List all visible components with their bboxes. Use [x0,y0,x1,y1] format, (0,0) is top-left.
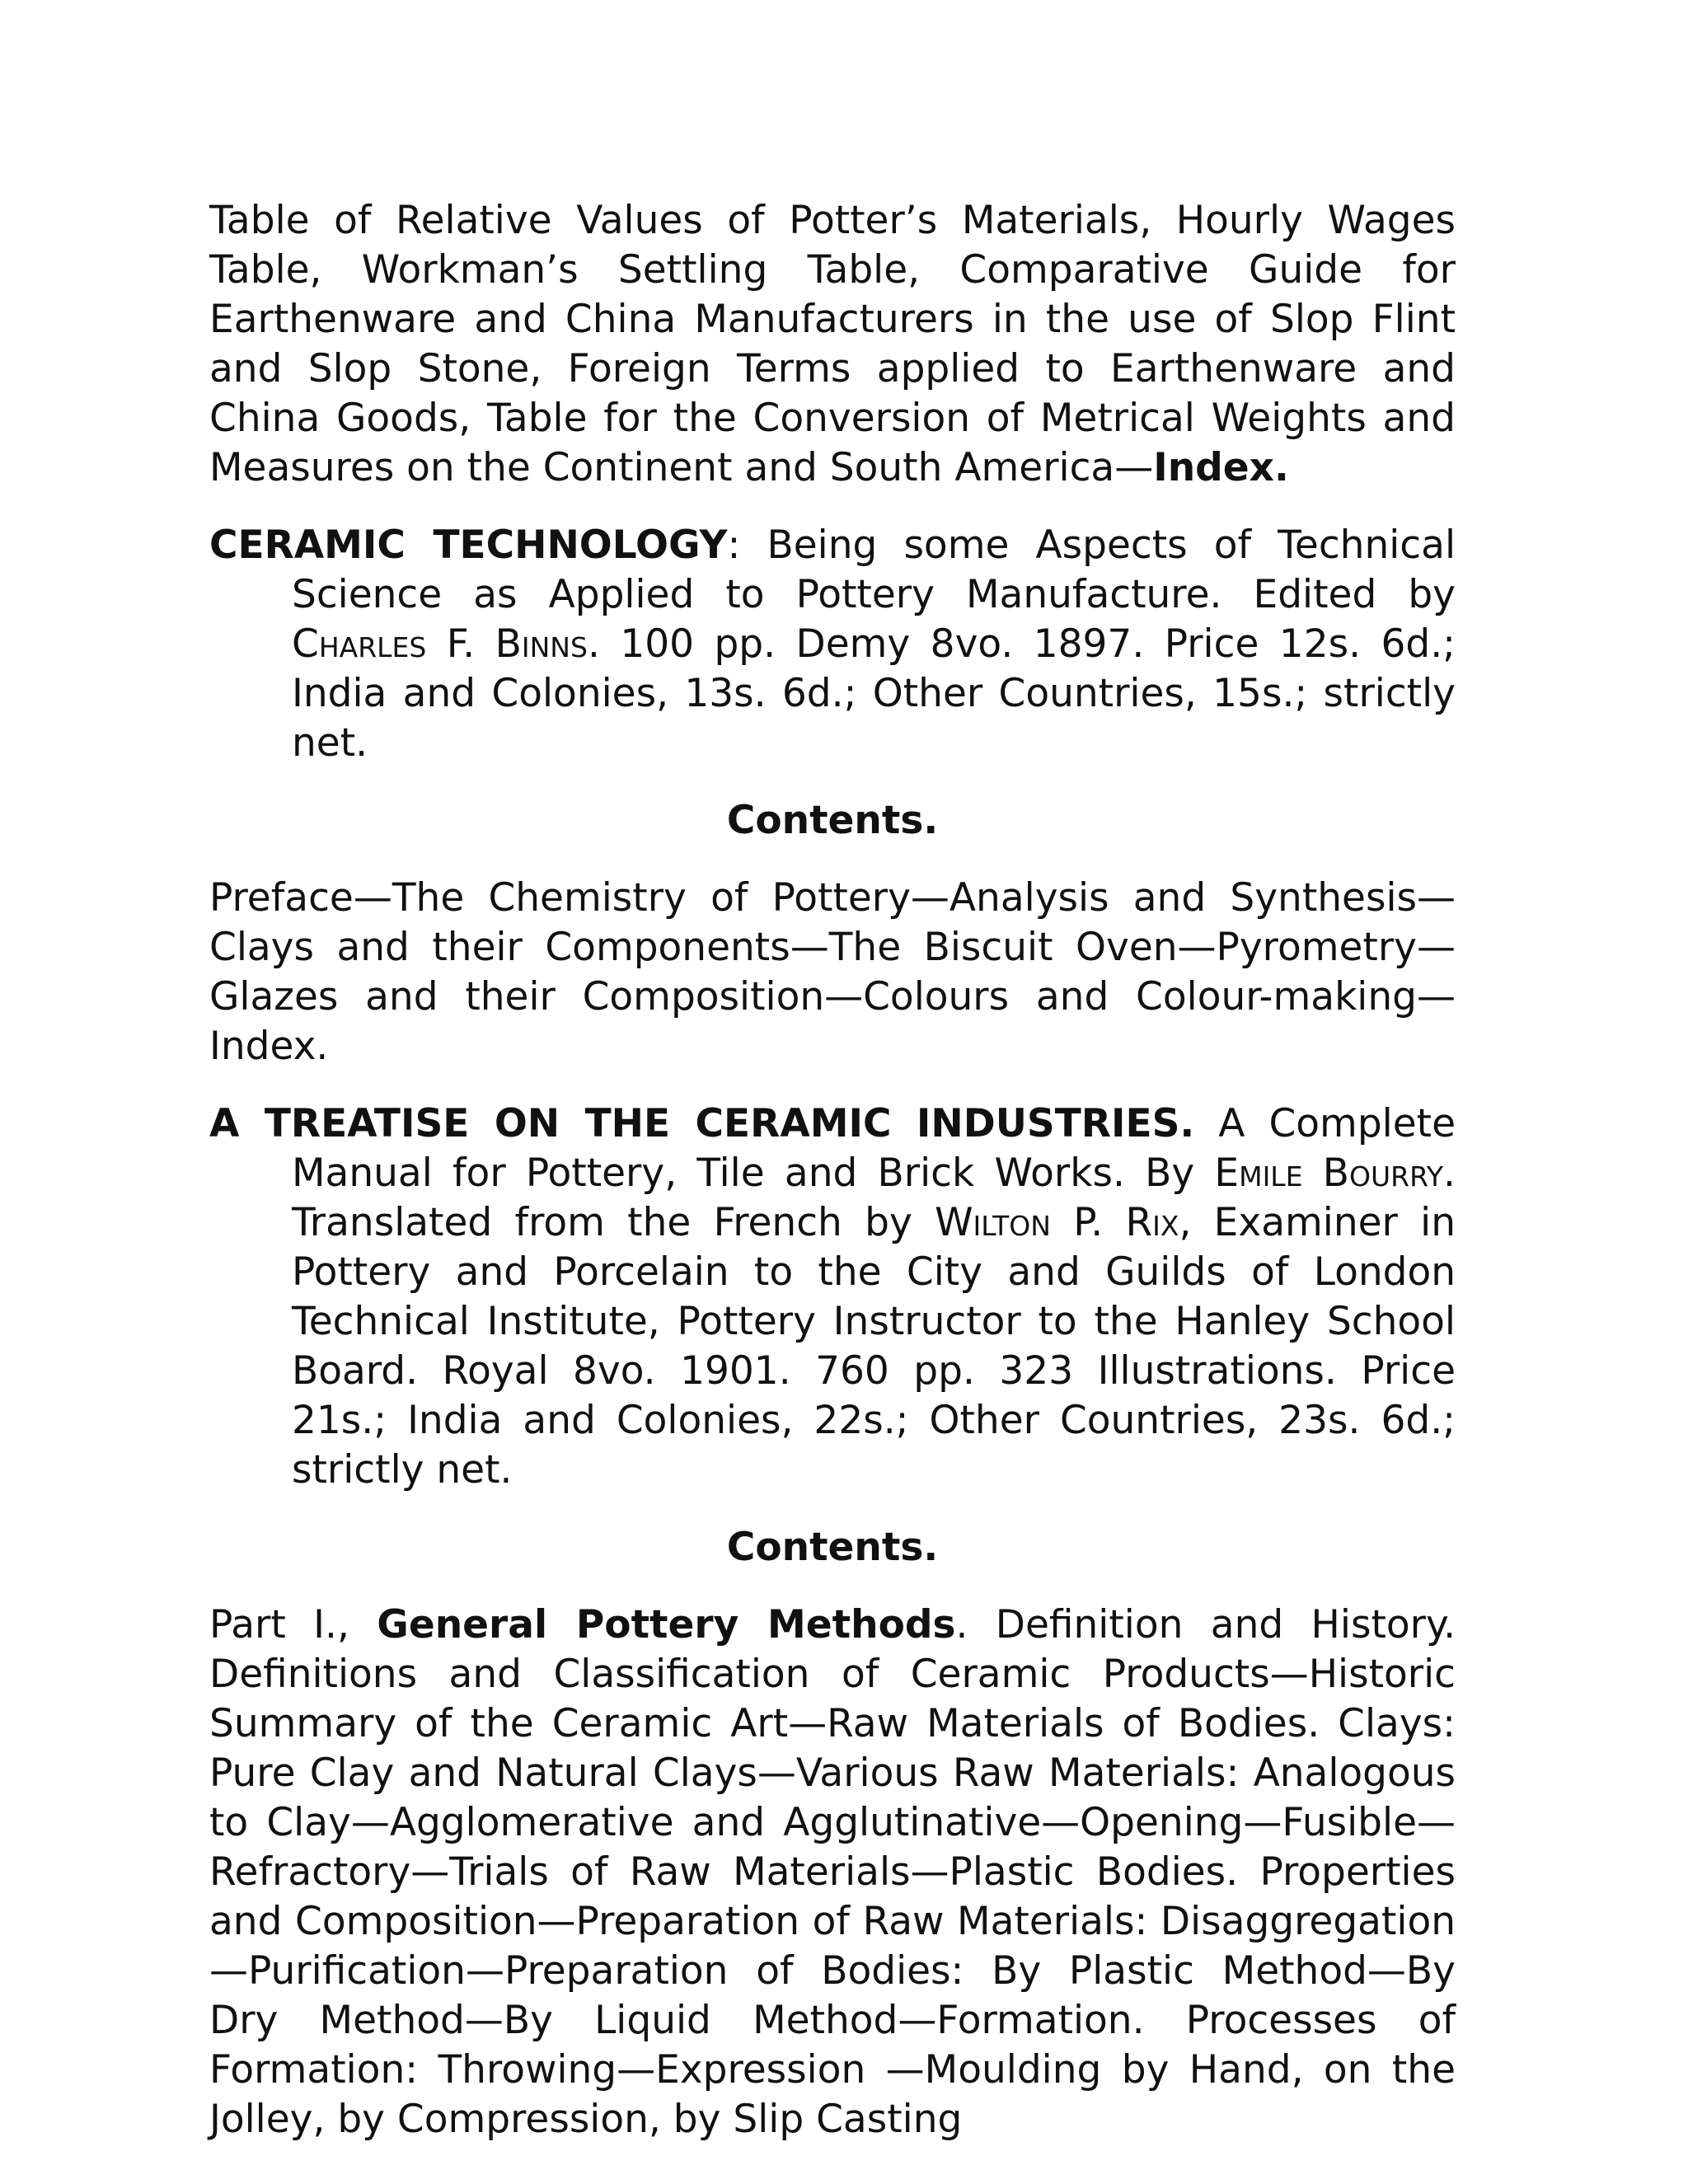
part-text: . Definition and History. Definitions and Classification of Ceramic Products—Historic Summary of the Ceramic Art—Raw Materials of Bodies. Clays: Pure Clay and Natural Clays—Various Raw Materials: Analogous to Clay—Agglomerative and Agglutinative—Opening—Fusible—Refractory—Trials of Raw Materials—Plastic Bodies. Properties and Composition—Preparation of Raw Materials: Disaggregation—Purification—Preparation of Bodies: By Plastic Method—By Dry Method—By Liquid Method—Formation. Processes of Formation: Throwing—Expression —Moulding by Hand, on the Jolley, by Compression, by Slip Casting [209,1602,1456,2142]
contents-paragraph: Preface—The Chemistry of Pottery—Analysis and Synthesis—Clays and their Components—The Biscuit Oven—Pyrometry—Glazes and their Composition—Colours and Colour-making—Index. [209,875,1456,1069]
part-title: General Pottery Methods [377,1602,956,1647]
intro-text: Table of Relative Values of Potter’s Materials, Hourly Wages Table, Workman’s Settling Table, Comparative Guide for Earthenware and China Manufacturers in the use of Slop Flint and Slop Stone, Foreign Terms applied to Earthenware and China Goods, Table for the Conversion of Metrical Weights and Measures on the Continent and South America— [209,198,1456,490]
entry-author: Emile Bourry [1214,1151,1444,1196]
entry-text: . 100 pp. Demy 8vo. 1897. Price 12s. 6d.; India and Colonies, 13s. 6d.; Other Countries, 15s.; strictly net. [292,621,1456,766]
document-page [209,196,1456,2172]
entry-translator: Wilton P. Rix [935,1200,1179,1245]
entry-text: , Examiner in Pottery and Porcelain to the City and Guilds of London Technical Institute, Pottery Instructor to the Hanley School Board. Royal 8vo. 1901. 760 pp. 323 Illustrations. Price 21s.; India and Colonies, 22s.; Other Countries, 23s. 6d.; strictly net. [292,1200,1456,1493]
contents-heading: Contents. [726,798,939,843]
contents-heading: Contents. [726,1525,939,1570]
entry-text: : Being some Aspects of Technical Science as Applied to Pottery Manufacture. Edited by [292,523,1456,617]
entry-editor: Charles F. Binns [292,621,588,667]
entry-title: CERAMIC TECHNOLOGY [209,523,728,568]
part-prefix: Part I., [209,1602,377,1647]
contents-paragraph [209,1601,1456,2144]
entry-ceramic-industries [209,1099,1456,1495]
entry-title: A TREATISE ON THE CERAMIC INDUSTRIES. [209,1101,1195,1146]
index-label: Index. [1153,445,1289,490]
entry-ceramic-technology [209,521,1456,768]
entry-text: A Complete Manual for Pottery, Tile and Brick Works. By [292,1101,1456,1196]
entry-text: . Translated from the French by [292,1151,1456,1245]
intro-paragraph [209,196,1456,493]
